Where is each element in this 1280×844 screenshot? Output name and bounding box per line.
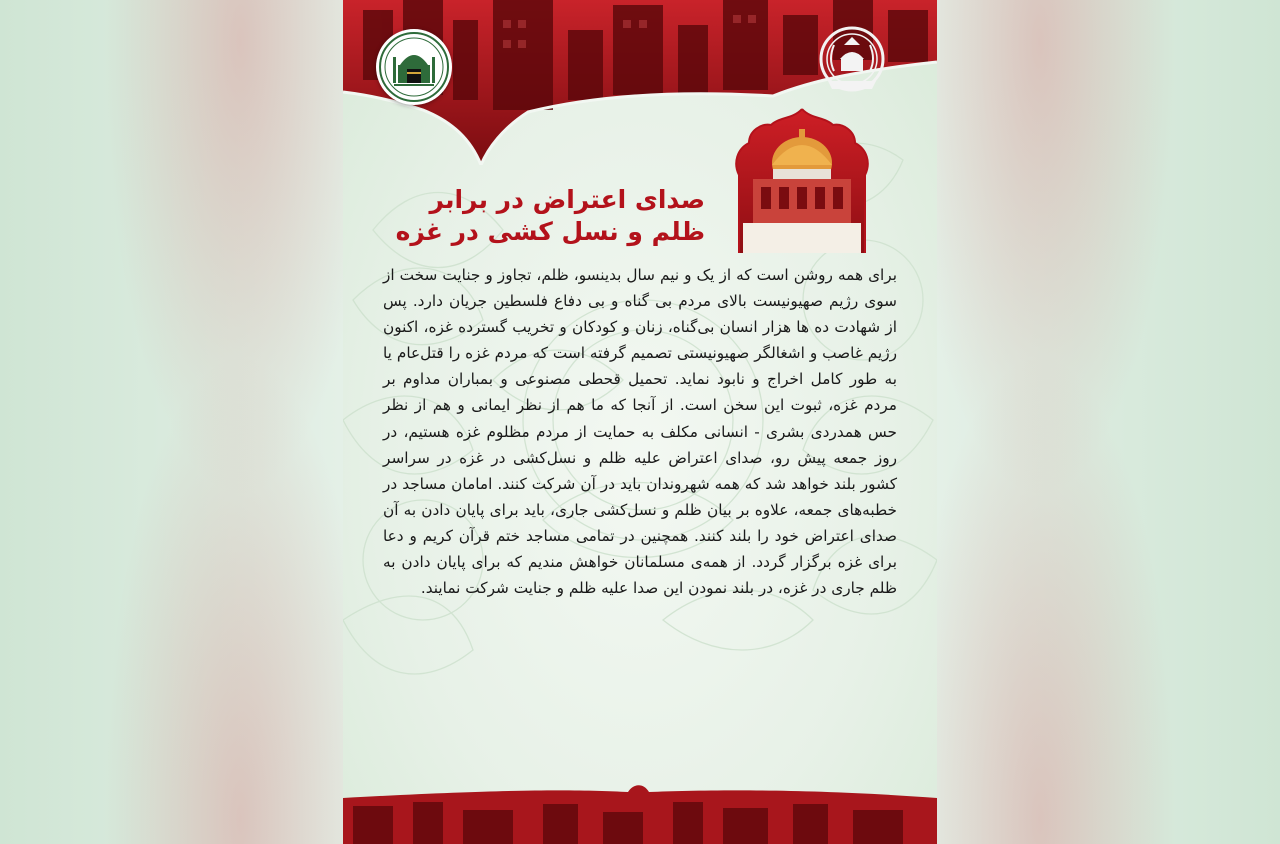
dome-of-the-rock-icon <box>733 105 871 253</box>
poster-body-text: برای همه روشن است که از یک و نیم سال بدینسو، ظلم، تجاوز و جنایت سخت از سوی رژیم صهیونیست بالای مردم بی گناه و بی دفاع فلسطین جریان دارد. پس از شهادت ده ها هزار انسان بی‌گناه، زنان و کودکان و تخریب گسترده غزه، اکنون رژیم غاصب و اشغالگر صهیونیستی تصمیم گرفته است که مردم غزه را قتل‌عام یا به طور کامل اخراج و نابود نماید. تحمیل قحطی مصنوعی و بمباران مداوم بر مردم غزه، ثبوت این سخن است. از آنجا که ما هم از نظر ایمانی و هم از نظر حس همدردی بشری - انسانی مکلف به حمایت از مردم مظلوم غزه هستیم، در روز جمعه پیش رو، صدای اعتراض علیه ظلم و نسل‌کشی در غزه در سراسر کشور بلند خواهد شد که همه شهروندان باید در آن شرکت کنند. امامان مساجد در خطبه‌های جمعه، علاوه بر بیان ظلم و نسل‌کشی جاری، باید برای پایان دادن به آن صدای اعتراض خود را بلند کنند. همچنین در تمامی مساجد ختم قرآن کریم و دعا برای غزه برگزار گردد. از همه‌ی مسلمانان خواهش مندیم که برای پایان دادن به ظلم جاری در غزه، در بلند نمودن این صدا علیه ظلم و جنایت شرکت نمایند. <box>383 266 897 598</box>
mosque-kaaba-emblem-icon <box>376 29 452 105</box>
national-emblem-icon <box>814 23 890 99</box>
background-left <box>0 0 343 844</box>
poster-title <box>383 184 705 248</box>
poster <box>343 0 937 844</box>
background-right <box>937 0 1280 844</box>
title-line-1: صدای اعتراض در برابر <box>429 185 705 214</box>
title-line-2: ظلم و نسل کشی در غزه <box>395 217 705 246</box>
bottom-city-ruins-image <box>343 784 937 844</box>
